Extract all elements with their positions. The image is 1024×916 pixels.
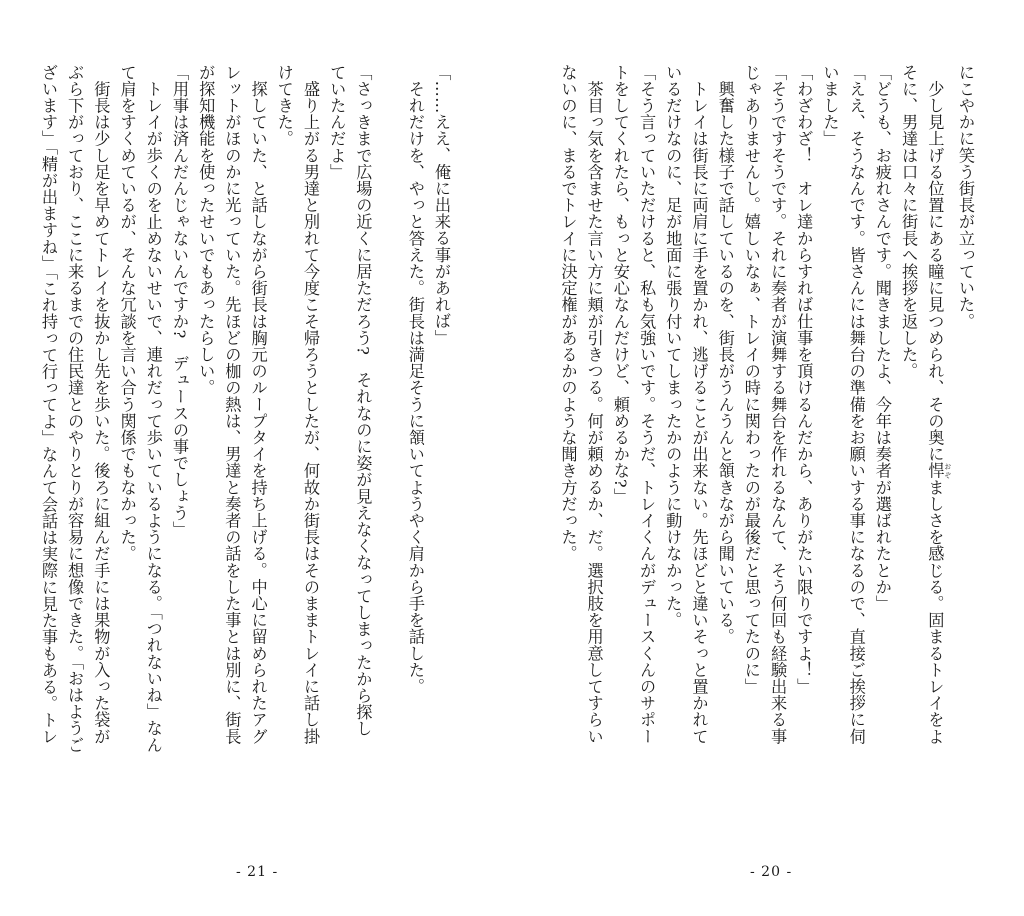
page-20-body	[554, 64, 978, 844]
page-number-20: - 20 -	[750, 864, 793, 880]
p21-line-6: 盛り上がる男達と別れて今度こそ帰ろうとしたが、何故か街長はそのままトレイに話し掛	[300, 64, 320, 745]
p20-line-13: 「そう言っていただけると、私も気強いです。そうだ、トレイくんがデュースくんのサポー	[637, 64, 657, 745]
page-number-21: - 21 -	[236, 864, 279, 880]
p20-line-1: にこやかに笑う街長が立っていた。	[956, 64, 975, 330]
p21-line-9: レットがほのかに光っていた。先ほどの枷の熱は、男達と奏者の話をした事とは別に、街長	[222, 64, 242, 745]
ruby-annotation: 悍 おぞ	[925, 462, 952, 480]
p20-line-7: 「わざわざ！ オレ達からすれば仕事を頂けるんだから、ありがたい限りですよ！」	[794, 64, 814, 695]
page-21-body	[35, 64, 454, 844]
p21-line-2: それだけを、やっと答えた。街長は満足そうに頷いてようやく肩から手を話した。	[405, 64, 425, 695]
p21-line-16: ざいます」「精が出ますね」「これ持って行ってよ」なんて会話は実際に見た事もある。トレ	[38, 64, 58, 745]
p20-line-3: そに、男達は口々に街長へ挨拶を返した。	[899, 64, 919, 380]
p21-line-15: ぶら下がっており、ここに来るまでの住民達とのやりとりが容易に想像できた。「おはようご	[65, 64, 85, 754]
p21-line-4: 「さっきまで広場の近くに居ただろう? それなのに姿が見えなくなってしまったから探し	[353, 64, 373, 738]
p20-line-10: 興奮した様子で話しているのを、街長がうんうんと頷きながら聞いている。	[715, 64, 735, 645]
p21-line-11: 「用事は済んだんじゃないんですか? デュースの事でしょう」	[169, 64, 189, 538]
p20-line-14: トをしてくれたら、もっと安心なんだけど、頼めるかな?」	[610, 64, 630, 505]
p20-line-16: ないのに、まるでトレイに決定権があるかのような聞き方だった。	[558, 64, 578, 562]
p21-line-5: ていたんだよ」	[327, 64, 347, 181]
p21-line-7: けてきた。	[274, 64, 294, 147]
p20-line-5: 「ええ、そうなんです。皆さんには舞台の準備をお願いする事になるので、直接ご挨拶に伺	[846, 64, 866, 745]
p20-line-12: いるだけなのに、足が地面に張り付いてしまったかのように動けなかった。	[663, 64, 683, 629]
p21-line-1: 「……ええ、俺に出来る事があれば」	[432, 64, 451, 347]
p21-line-3	[375, 64, 401, 844]
p21-line-14: 街長は少し足を早めてトレイを抜かし先を歩いた。後ろに組んだ手には果物が入った袋が	[91, 64, 111, 745]
p20-line-6: いました」	[820, 64, 840, 147]
p21-line-13: て肩をすくめているが、そんな冗談を言い合う関係でもなかった。	[117, 64, 137, 562]
p20-line-8: 「そうですそうです。それに奏者が演舞する舞台を作れるなんて、そう何回も経験出来る事	[768, 64, 788, 745]
p20-line-9: じゃありませんし。嬉しいなぁ、トレイの時に関わったのが最後だと思ってたのに」	[741, 64, 761, 695]
page-20	[512, 0, 1024, 916]
p21-line-8: 探していた、と話しながら街長は胸元のループタイを持ち上げる。中心に留められたアグ	[248, 64, 268, 745]
p21-line-12: トレイが歩くのを止めないせいで、連れだって歩いているようになる。「つれないね」なん	[143, 64, 163, 754]
p20-line-2: 少し見上げる位置にある瞳に見つめられ、その奥に悍 おぞましさを感じる。固まるトレイをよ	[925, 64, 952, 745]
p20-line-11: トレイは街長に両肩に手を置かれ、逃げることが出来ない。先ほどと違いそっと置かれて	[689, 64, 709, 745]
p20-line-15: 茶目っ気を含ませた言い方に頬が引きつる。何が頼めるか、だ。選択肢を用意してすらい	[584, 64, 604, 745]
p20-line-4: 「どうも、お疲れさんです。聞きましたよ、今年は奏者が選ばれたとか」	[872, 64, 892, 612]
p21-line-10: が探知機能を使ったせいでもあったらしい。	[196, 64, 216, 396]
